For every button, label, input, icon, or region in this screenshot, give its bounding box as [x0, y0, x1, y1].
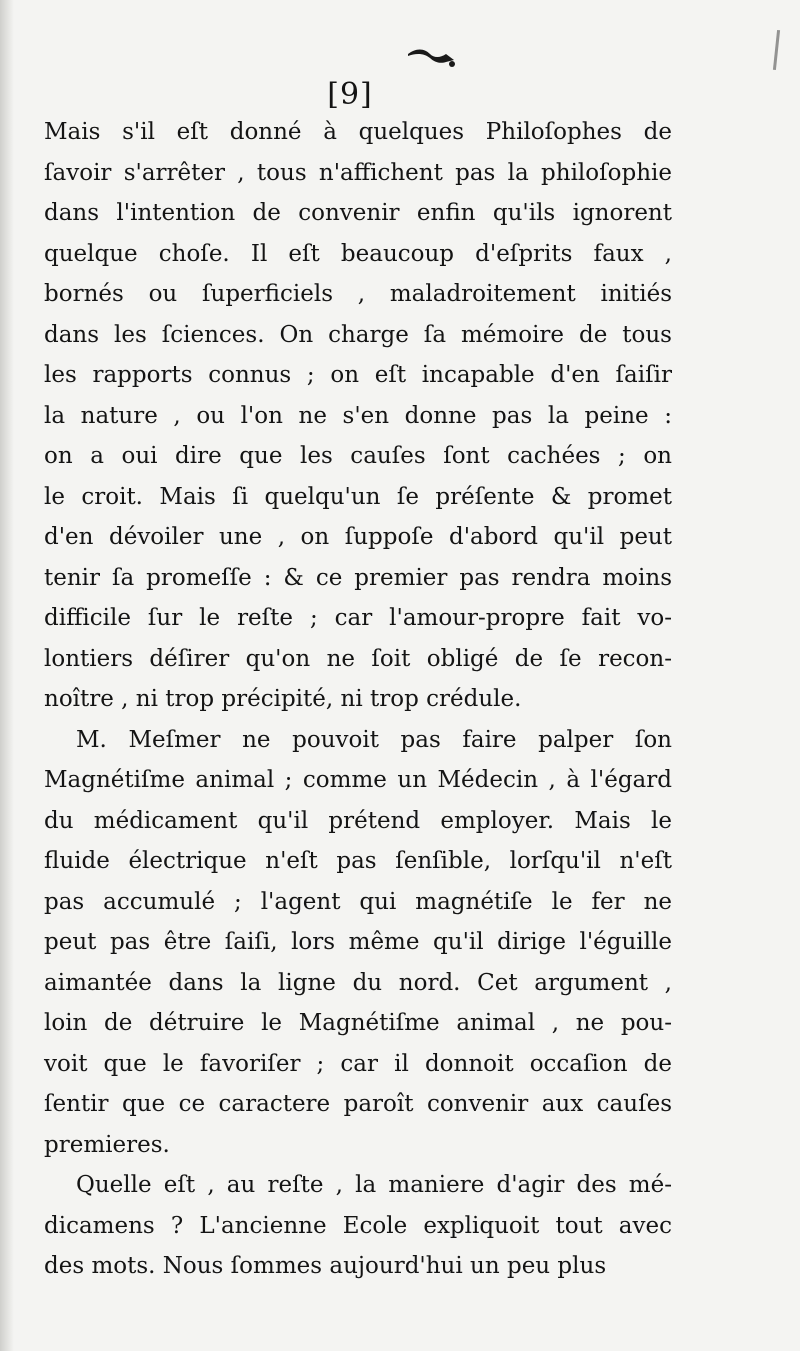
text-line: Magnétiſme animal ; comme un Médecin , à l'égard: [44, 767, 672, 793]
text-line: difficile ſur le reſte ; car l'amour-propre fait vo-: [44, 605, 672, 631]
text-line: Mais s'il eſt donné à quelques Philoſophes de: [44, 119, 672, 145]
text-line: dans les ſciences. On charge ſa mémoire de tous: [44, 321, 672, 348]
text-line: on a oui dire que les cauſes ſont cachées ; on: [44, 443, 672, 469]
text-line: pas accumulé ; l'agent qui magnétiſe le fer ne: [44, 888, 672, 915]
text-line: du médicament qu'il prétend employer. Mais le: [44, 807, 672, 834]
text-line: les rapports connus ; on eſt incapable d'en ſaiſir: [44, 362, 672, 388]
text-line: ſentir que ce caractere paroît convenir aux cauſes: [44, 1091, 672, 1117]
text-line: des mots. Nous ſommes aujourd'hui un peu plus: [44, 1253, 607, 1279]
text-line: loin de détruire le Magnétiſme animal , ne pou-: [44, 1010, 672, 1036]
text-line: voit que le favoriſer ; car il donnoit occaſion de: [44, 1050, 672, 1077]
text-line: d'en dévoiler une , on ſuppoſe d'abord qu'il peut: [44, 524, 672, 550]
text-line: la nature , ou l'on ne s'en donne pas la peine :: [44, 402, 672, 429]
fleuron-ornament-icon: [402, 40, 462, 70]
text-line: tenir ſa promeſſe : & ce premier pas rendra moins: [44, 564, 672, 591]
margin-mark: [773, 30, 780, 70]
text-line: lontiers déſirer qu'on ne ſoit obligé de ſe recon-: [44, 645, 672, 672]
paragraph: [44, 720, 672, 1166]
text-line: noître , ni trop précipité, ni trop crédule.: [44, 686, 522, 712]
text-line: aimantée dans la ligne du nord. Cet argument ,: [44, 969, 672, 996]
text-line: M. Meſmer ne pouvoit pas faire palper ſon: [76, 726, 672, 753]
text-line: quelque choſe. Il eſt beaucoup d'eſprits faux ,: [44, 240, 672, 267]
text-line: peut pas être ſaiſi, lors même qu'il dirige l'éguille: [44, 929, 672, 955]
paragraph: [44, 112, 672, 720]
body-text: [44, 112, 672, 1287]
text-line: premieres.: [44, 1131, 170, 1158]
text-line: fluide électrique n'eſt pas ſenſible, lorſqu'il n'eſt: [44, 848, 672, 874]
text-line: dans l'intention de convenir enfin qu'ils ignorent: [44, 200, 672, 226]
text-line: bornés ou ſuperficiels , maladroitement initiés: [44, 281, 672, 307]
page-number: [9]: [327, 77, 373, 112]
text-line: dicamens ? L'ancienne Ecole expliquoit tout avec: [44, 1212, 672, 1239]
text-line: Quelle eſt , au reſte , la maniere d'agir des mé-: [76, 1172, 672, 1198]
text-line: ſavoir s'arrêter , tous n'affichent pas la philoſophie: [44, 159, 672, 186]
text-line: le croit. Mais ſi quelqu'un ſe préſente & promet: [44, 483, 672, 510]
paragraph: [44, 1165, 672, 1287]
